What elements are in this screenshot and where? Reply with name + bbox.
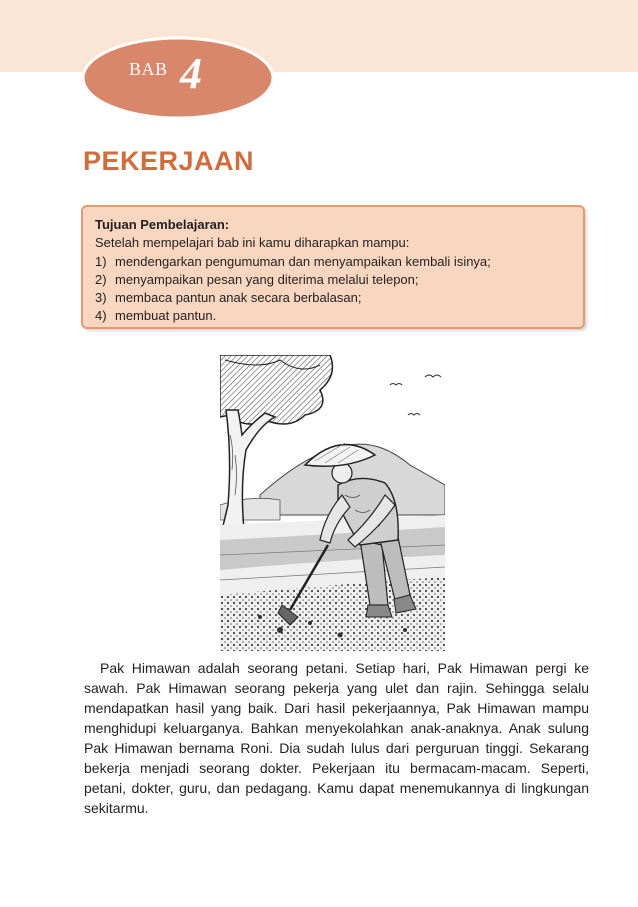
story-paragraph: Pak Himawan adalah seorang petani. Setiap hari, Pak Himawan pergi ke sawah. Pak Himawan seorang pekerja yang ulet dan rajin. Sehingga selalu mendapatkan hasil yang baik. Dari hasil pekerjaannya, Pak Himawan mampu menghidupi keluarganya. Bahkan menyekolahkan anak-anaknya. Anak sulung Pak Himawan bernama Roni. Dia sudah lulus dari perguruan tinggi. Sekarang bekerja menjadi seorang dokter. Pekerjaan itu bermacam-macam. Seperti, petani, dokter, guru, dan pedagang. Kamu dapat menemukannya di lingkungan sekitarmu. [84,660,589,816]
objective-item: 4) membuat pantun. [95,308,217,323]
objective-item: 3) membaca pantun anak secara berbalasan; [95,290,362,305]
farmer-illustration [220,355,445,651]
badge-ellipse [80,34,276,122]
chapter-title: PEKERJAAN [83,146,255,176]
learning-objectives-box [81,205,585,329]
chapter-number: 4 [180,49,202,98]
objectives-heading: Tujuan Pembelajaran: [95,217,230,232]
objectives-list [95,253,491,325]
farmer-hoeing-image [220,355,445,651]
objective-item: 1) mendengarkan pengumuman dan menyampaikan kembali isinya; [95,254,491,269]
chapter-badge [80,34,276,122]
objectives-intro: Setelah mempelajari bab ini kamu diharapkan mampu: [95,235,410,250]
chapter-label: BAB [129,59,168,79]
objective-item: 2) menyampaikan pesan yang diterima melalui telepon; [95,272,419,287]
